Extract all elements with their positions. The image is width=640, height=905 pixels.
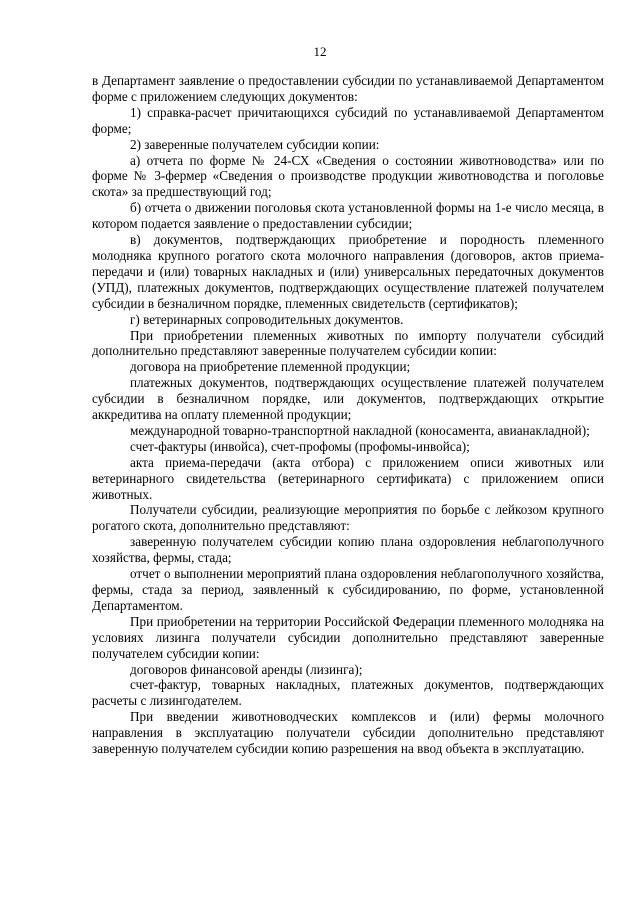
paragraph: При введении животноводческих комплексов и (или) фермы молочного направления в эксплуатацию получатели субсидии дополнительно представляют заверенную получателем субсидии копию разрешения на ввод объекта в эксплуатацию. <box>92 709 604 757</box>
paragraph: 1) справка-расчет причитающихся субсидий по устанавливаемой Департаментом форме; <box>92 104 604 136</box>
paragraph: При приобретении племенных животных по импорту получатели субсидий дополнительно представляют заверенные получателем субсидии копии: <box>92 327 604 359</box>
paragraph: акта приема-передачи (акта отбора) с приложением описи животных или ветеринарного свидетельства (ветеринарного сертификата) с приложением описи животных. <box>92 454 604 502</box>
paragraph: международной товарно-транспортной накладной (коносамента, авианакладной); <box>130 422 590 438</box>
paragraph: в) документов, подтверждающих приобретение и породность племенного молодняка крупного рогатого скота молочного направления (договоров, актов приема-передачи и (или) товарных накладных и (или) универсальных передаточных документов (УПД), платежных документов, подтверждающих осуществление платежей получателем субсидии в безналичном порядке, племенных свидетельств (сертификатов); <box>92 232 604 311</box>
paragraph: 2) заверенные получателем субсидии копии: <box>130 136 380 152</box>
page-number: 12 <box>313 44 327 59</box>
paragraph: При приобретении на территории Российской Федерации племенного молодняка на условиях лизинга получатели субсидии дополнительно представляют заверенные получателем субсидии копии: <box>92 613 604 661</box>
paragraph: Получатели субсидии, реализующие мероприятия по борьбе с лейкозом крупного рогатого скота, дополнительно представляют: <box>92 502 604 534</box>
paragraph: а) отчета по форме № 24-СХ «Сведения о состоянии животноводства» или по форме № 3-фермер «Сведения о производстве продукции животноводства и поголовье скота» за предшествующий год; <box>92 152 604 200</box>
paragraph: счет-фактуры (инвойса), счет-профомы (профомы-инвойса); <box>130 438 470 454</box>
paragraph: договоров финансовой аренды (лизинга); <box>130 661 363 677</box>
paragraph: заверенную получателем субсидии копию плана оздоровления неблагополучного хозяйства, фермы, стада; <box>92 534 604 566</box>
paragraph: отчет о выполнении мероприятий плана оздоровления неблагополучного хозяйства, фермы, стада за период, заявленный к субсидированию, по форме, установленной Департаментом. <box>92 566 604 613</box>
paragraph: г) ветеринарных сопроводительных документов. <box>130 311 404 327</box>
paragraph: б) отчета о движении поголовья скота установленной формы на 1-е число месяца, в котором подается заявление о предоставлении субсидии; <box>92 200 604 232</box>
paragraph: платежных документов, подтверждающих осуществление платежей получателем субсидии в безналичном порядке, или документов, подтверждающих открытие аккредитива на оплату племенной продукции; <box>92 375 604 423</box>
paragraph: счет-фактур, товарных накладных, платежных документов, подтверждающих расчеты с лизингодателем. <box>92 677 604 709</box>
paragraph: в Департамент заявление о предоставлении субсидии по устанавливаемой Департаментом форме с приложением следующих документов: <box>92 73 604 104</box>
paragraph: договора на приобретение племенной продукции; <box>130 359 411 375</box>
body-text <box>92 73 604 757</box>
